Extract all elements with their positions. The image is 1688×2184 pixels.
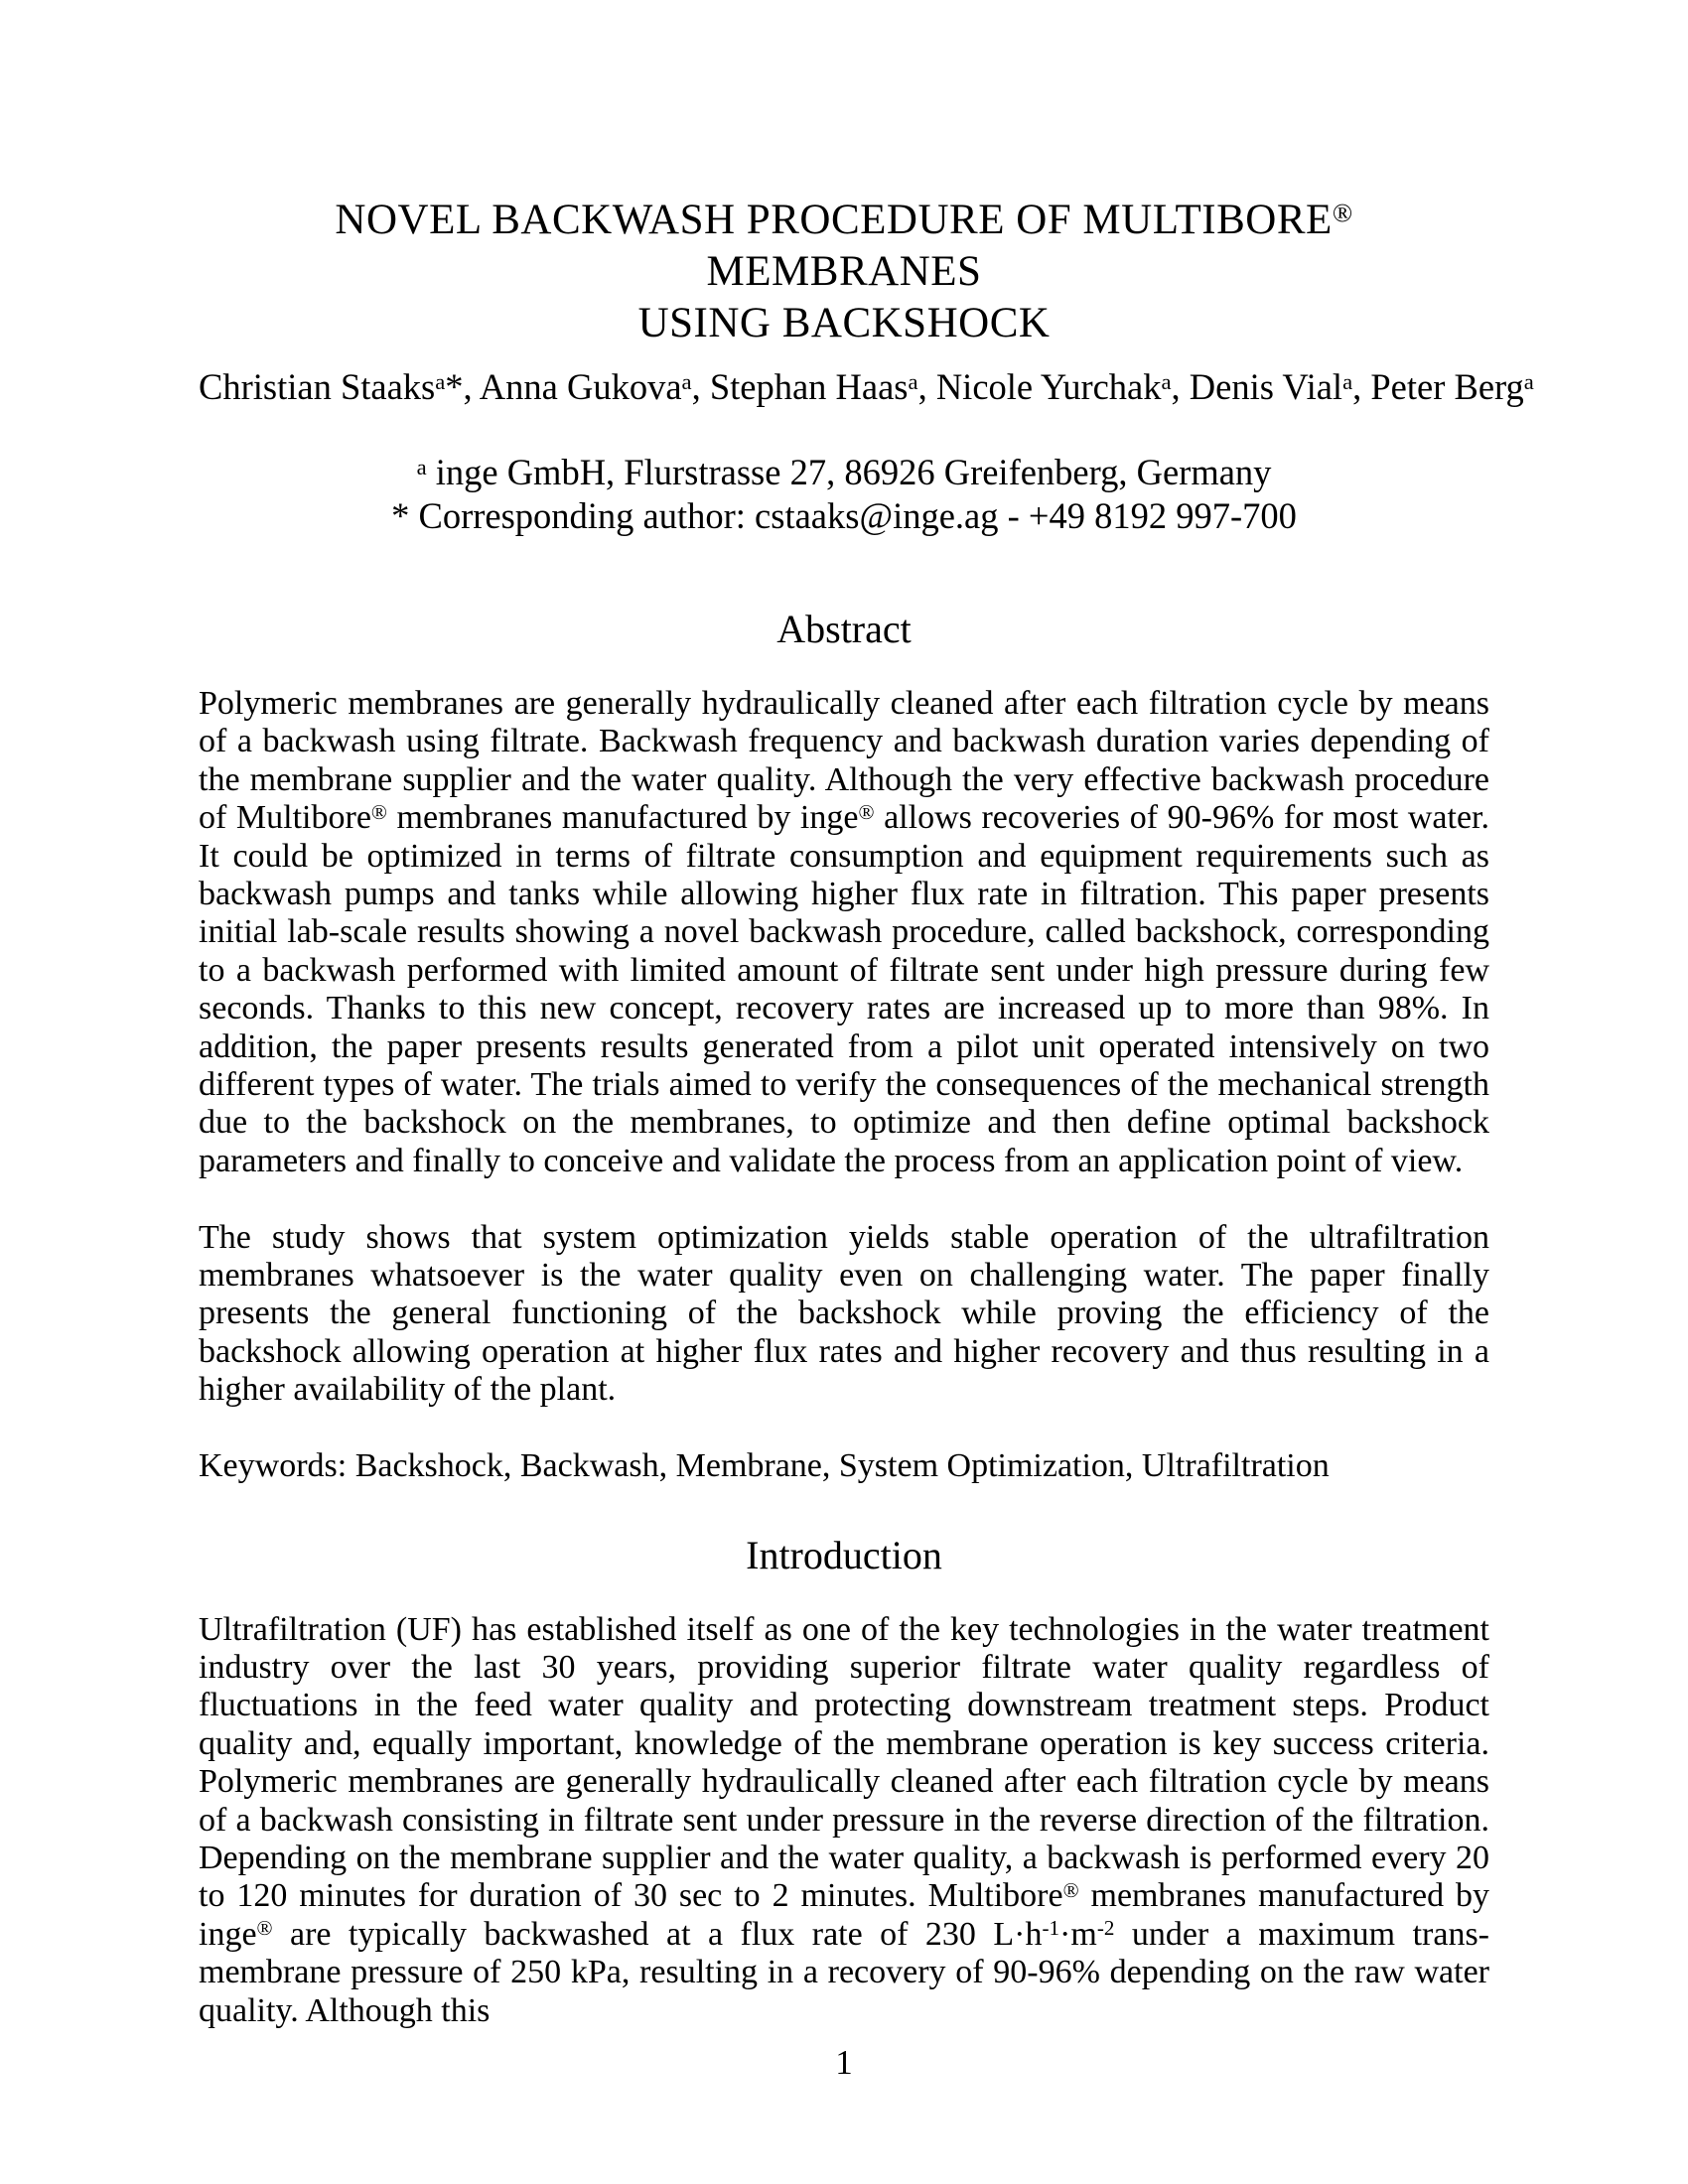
superscript: ® [370, 799, 387, 824]
text-run: under a maximum trans-membrane pressure of 250 kPa, resulting in a recovery of 90-96% depending on the raw water quality. Although this [199, 1915, 1489, 2029]
superscript: a [908, 368, 918, 394]
text-run: , Peter Berg [1352, 366, 1524, 407]
superscript: ® [1062, 1877, 1079, 1902]
abstract-section [199, 606, 1489, 1486]
superscript: a [1523, 368, 1534, 394]
affiliation-block [199, 451, 1489, 538]
superscript: a [435, 368, 446, 394]
superscript: -1 [1042, 1916, 1060, 1941]
superscript: a [1342, 368, 1353, 394]
keywords-line: Keywords: Backshock, Backwash, Membrane, System Optimization, Ultrafiltration [199, 1447, 1330, 1485]
page-number: 1 [835, 2043, 853, 2082]
text-run: Ultrafiltration (UF) has established itself as one of the key technologies in the water treatment industry over the last 30 years, providing superior filtrate water quality regardless of fluctuations in the feed water quality and protecting downstream treatment steps. Product quality and, equally important, knowledge of the membrane operation is key success criteria. Polymeric membranes are generally hydraulically cleaned after each filtration cycle by means of a backwash consisting in filtrate sent under pressure in the reverse direction of the filtration. Depending on the membrane supplier and the water quality, a backwash is performed every 20 to 120 minutes for duration of 30 sec to 2 minutes. Multibore [199, 1610, 1489, 1915]
paragraph [199, 1611, 1489, 2030]
paper-title-line1 [199, 195, 1489, 298]
introduction-heading: Introduction [746, 1532, 942, 1577]
superscript: ® [858, 799, 875, 824]
text-run: , Stephan Haas [691, 366, 909, 407]
superscript: a [1161, 368, 1172, 394]
superscript: a [416, 454, 427, 479]
authors-line [199, 365, 1534, 409]
text-run: , Nicole Yurchak [917, 366, 1162, 407]
front-matter [199, 0, 1534, 538]
text-run: membranes manufactured by inge [199, 1877, 1489, 1953]
superscript: ® [1332, 198, 1353, 228]
paragraph [199, 685, 1489, 1180]
introduction-section [199, 1532, 1489, 2030]
paragraph [199, 1219, 1489, 1410]
correspondence-line: * Corresponding author: cstaaks@inge.ag - +49 8192 997-700 [391, 495, 1297, 536]
abstract-heading: Abstract [776, 607, 912, 651]
text-run: inge GmbH, Flurstrasse 27, 86926 Greifenberg, Germany [426, 452, 1272, 492]
affiliation-line [199, 451, 1489, 494]
text-run: Polymeric membranes are generally hydraulically cleaned after each filtration cycle by means of a backwash using filtrate. Backwash frequency and backwash duration varies depending of the membrane supplier and the water quality. Although the very effective backwash procedure of Multibore [199, 685, 1489, 837]
text-run: *, Anna Gukova [445, 366, 682, 407]
text-run: are typically backwashed at a flux rate of 230 L·h [272, 1915, 1043, 1953]
text-run: The study shows that system optimization yields stable operation of the ultrafiltration membranes whatsoever is the water quality even on challenging water. The paper finally presents the general functioning of the backshock while proving the efficiency of the backshock allowing operation at higher flux rates and higher recovery and thus resulting in a higher availability of the plant. [199, 1218, 1489, 1409]
text-run: allows recoveries of 90-96% for most water. It could be optimized in terms of filtrate consumption and equipment requirements such as backwash pumps and tanks while allowing higher flux rate in filtration. This paper presents initial lab-scale results showing a novel backwash procedure, called backshock, corresponding to a backwash performed with limited amount of filtrate sent under high pressure during few seconds. Thanks to this new concept, recovery rates are increased up to more than 98%. In addition, the paper presents results generated from a pilot unit operated intensively on two different types of water. The trials aimed to verify the consequences of the mechanical strength due to the backshock on the membranes, to optimize and then define optimal backshock parameters and finally to conceive and validate the process from an application point of view. [199, 799, 1489, 1179]
paper-title [199, 195, 1489, 349]
text-run: , Denis Vial [1171, 366, 1343, 407]
superscript: a [681, 368, 692, 394]
superscript: -2 [1096, 1916, 1115, 1941]
abstract-body [199, 685, 1489, 1410]
text-run: membranes manufactured by inge [386, 799, 859, 837]
text-run: MEMBRANES [706, 248, 982, 295]
introduction-body [199, 1611, 1489, 2030]
superscript: ® [256, 1916, 273, 1941]
text-run: NOVEL BACKWASH PROCEDURE OF MULTIBORE [335, 197, 1333, 243]
paper-title-line2: USING BACKSHOCK [637, 300, 1051, 346]
text-run: ·m [1059, 1915, 1097, 1953]
text-run: Christian Staaks [199, 366, 436, 407]
